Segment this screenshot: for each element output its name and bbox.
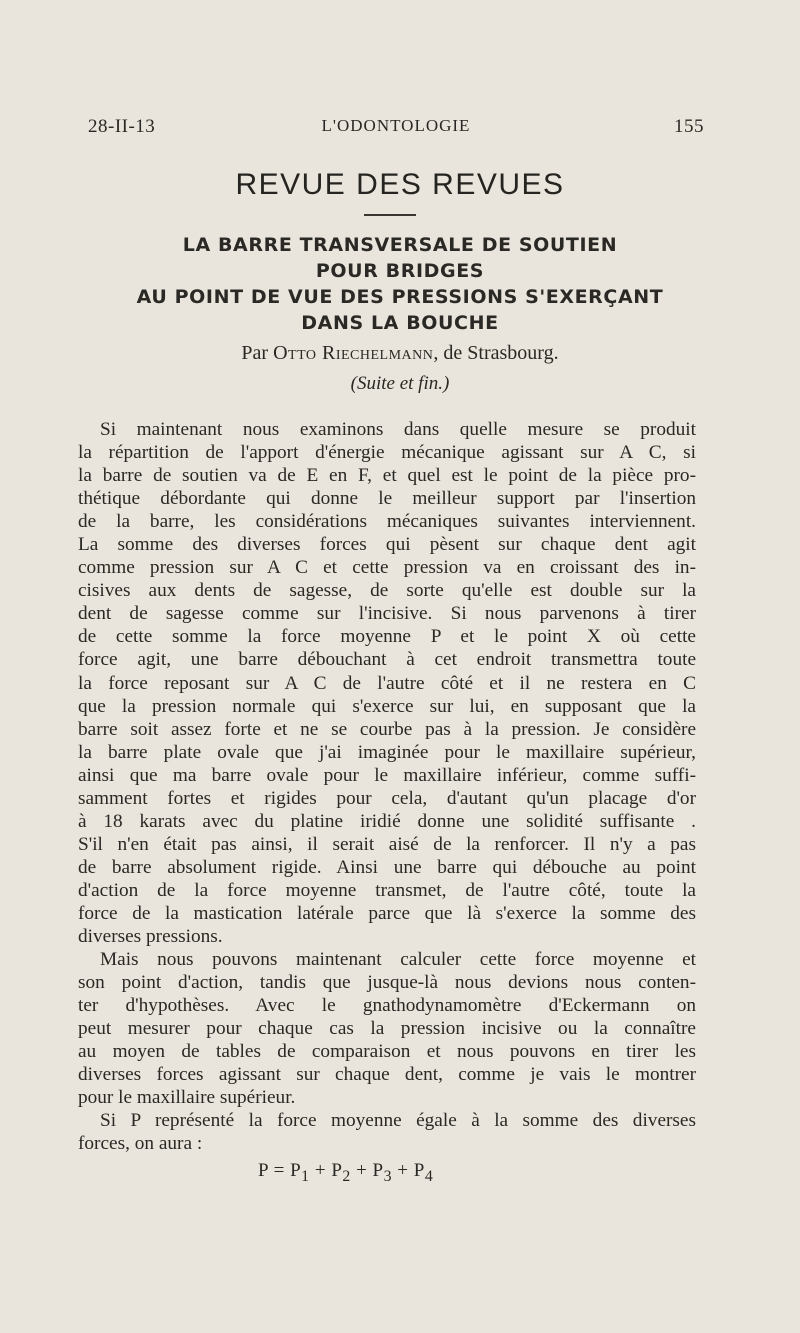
text-line: force de la mastication latérale parce que là s'exerce la somme des [78, 902, 696, 924]
text-line: diverses pressions. [78, 926, 223, 948]
byline [0, 342, 800, 365]
plus-sign: + [397, 1160, 409, 1181]
article-title-line: POUR BRIDGES [315, 260, 485, 282]
text-line: comme pression sur A C et cette pression va en croissant des in- [78, 557, 696, 579]
text-line: dent de sagesse comme sur l'incisive. Si nous parvenons à tirer [78, 603, 696, 625]
article-title [60, 232, 740, 336]
formula-subscript: 1 [301, 1167, 310, 1185]
text-line: cisives aux dents de sagesse, de sorte qu'elle est double sur la [78, 580, 696, 602]
text-line: de la barre, les considérations mécaniques suivantes interviennent. [78, 511, 696, 533]
text-line: au moyen de tables de comparaison et nous pouvons en tirer les [78, 1041, 696, 1063]
author-name: Otto Riechelmann [273, 342, 434, 364]
text-line: de barre absolument rigide. Ainsi une barre qui débouche au point [78, 856, 696, 878]
text-line: Si maintenant nous examinons dans quelle mesure se produit [100, 419, 696, 440]
equals-sign: = [273, 1160, 285, 1181]
text-line: de cette somme la force moyenne P et le point X où cette [78, 626, 696, 648]
text-line: diverses forces agissant sur chaque dent, comme je vais le montrer [78, 1064, 696, 1086]
text-line: forces, on aura : [78, 1133, 203, 1155]
article-title-line: DANS LA BOUCHE [301, 312, 499, 334]
formula-term: P [413, 1160, 425, 1181]
article-body [78, 418, 696, 1156]
text-line: d'action de la force moyenne transmet, de l'autre côté, toute la [78, 879, 696, 901]
text-line: La somme des diverses forces qui pèsent sur chaque dent agit [78, 534, 696, 556]
text-line: ainsi que ma barre ovale pour le maxillaire inférieur, comme suffi- [78, 764, 696, 786]
text-line: S'il n'en était pas ainsi, il serait aisé de la renforcer. Il n'y a pas [78, 833, 696, 855]
text-line: samment fortes et rigides pour cela, d'autant qu'un placage d'or [78, 787, 696, 809]
text-line: force agit, une barre débouchant à cet endroit transmettra toute [78, 649, 696, 671]
text-line: la barre plate ovale que j'ai imaginée pour le maxillaire supérieur, [78, 741, 696, 763]
text-line: ter d'hypothèses. Avec le gnathodynamomètre d'Eckermann on [78, 995, 696, 1017]
text-line: pour le maxillaire supérieur. [78, 1087, 296, 1109]
text-line: que la pression normale qui s'exerce sur lui, en supposant que la [78, 695, 696, 717]
title-rule [364, 214, 416, 216]
text-line: à 18 karats avec du platine iridié donne une solidité suffisante . [78, 810, 696, 832]
formula-subscript: 3 [383, 1167, 393, 1185]
journal-name: L'ODONTOLOGIE [321, 116, 471, 135]
text-line: barre soit assez forte et ne se courbe pas à la pression. Je considère [78, 718, 696, 740]
text-line: la barre de soutien va de E en F, et quel est le point de la pièce pro- [78, 465, 696, 487]
article-title-line: LA BARRE TRANSVERSALE DE SOUTIEN [182, 234, 618, 256]
continuation-note: (Suite et fin.) [350, 373, 450, 394]
article-title-line: AU POINT DE VUE DES PRESSIONS S'EXERÇANT [136, 286, 664, 308]
byline-prefix: Par [241, 342, 269, 364]
text-line: son point d'action, tandis que jusque-là nous devions nous conten- [78, 972, 696, 994]
formula-subscript: 4 [424, 1167, 434, 1185]
page-number: 155 [674, 116, 704, 137]
running-head [88, 116, 704, 140]
text-line: peut mesurer pour chaque cas la pression incisive ou la connaître [78, 1018, 696, 1040]
byline-suffix: , de Strasbourg. [433, 342, 559, 364]
formula-term: P [290, 1160, 302, 1181]
formula-term: P [331, 1160, 343, 1181]
formula-lhs: P [258, 1160, 269, 1181]
issue-date: 28-II-13 [88, 116, 156, 137]
formula-subscript: 2 [342, 1167, 351, 1185]
formula-term: P [372, 1160, 384, 1181]
plus-sign: + [356, 1160, 368, 1181]
section-title: REVUE DES REVUES [235, 168, 565, 201]
text-line: Si P représenté la force moyenne égale à la somme des diverses [100, 1110, 696, 1132]
formula [258, 1160, 433, 1186]
text-line: thétique débordante qui donne le meilleur support par l'insertion [78, 488, 696, 510]
text-line: la répartition de l'apport d'énergie mécanique agissant sur A C, si [78, 442, 696, 464]
text-line: la force reposant sur A C de l'autre côté et il ne restera en C [78, 672, 696, 694]
plus-sign: + [314, 1160, 327, 1181]
text-line: Mais nous pouvons maintenant calculer cette force moyenne et [100, 949, 696, 971]
